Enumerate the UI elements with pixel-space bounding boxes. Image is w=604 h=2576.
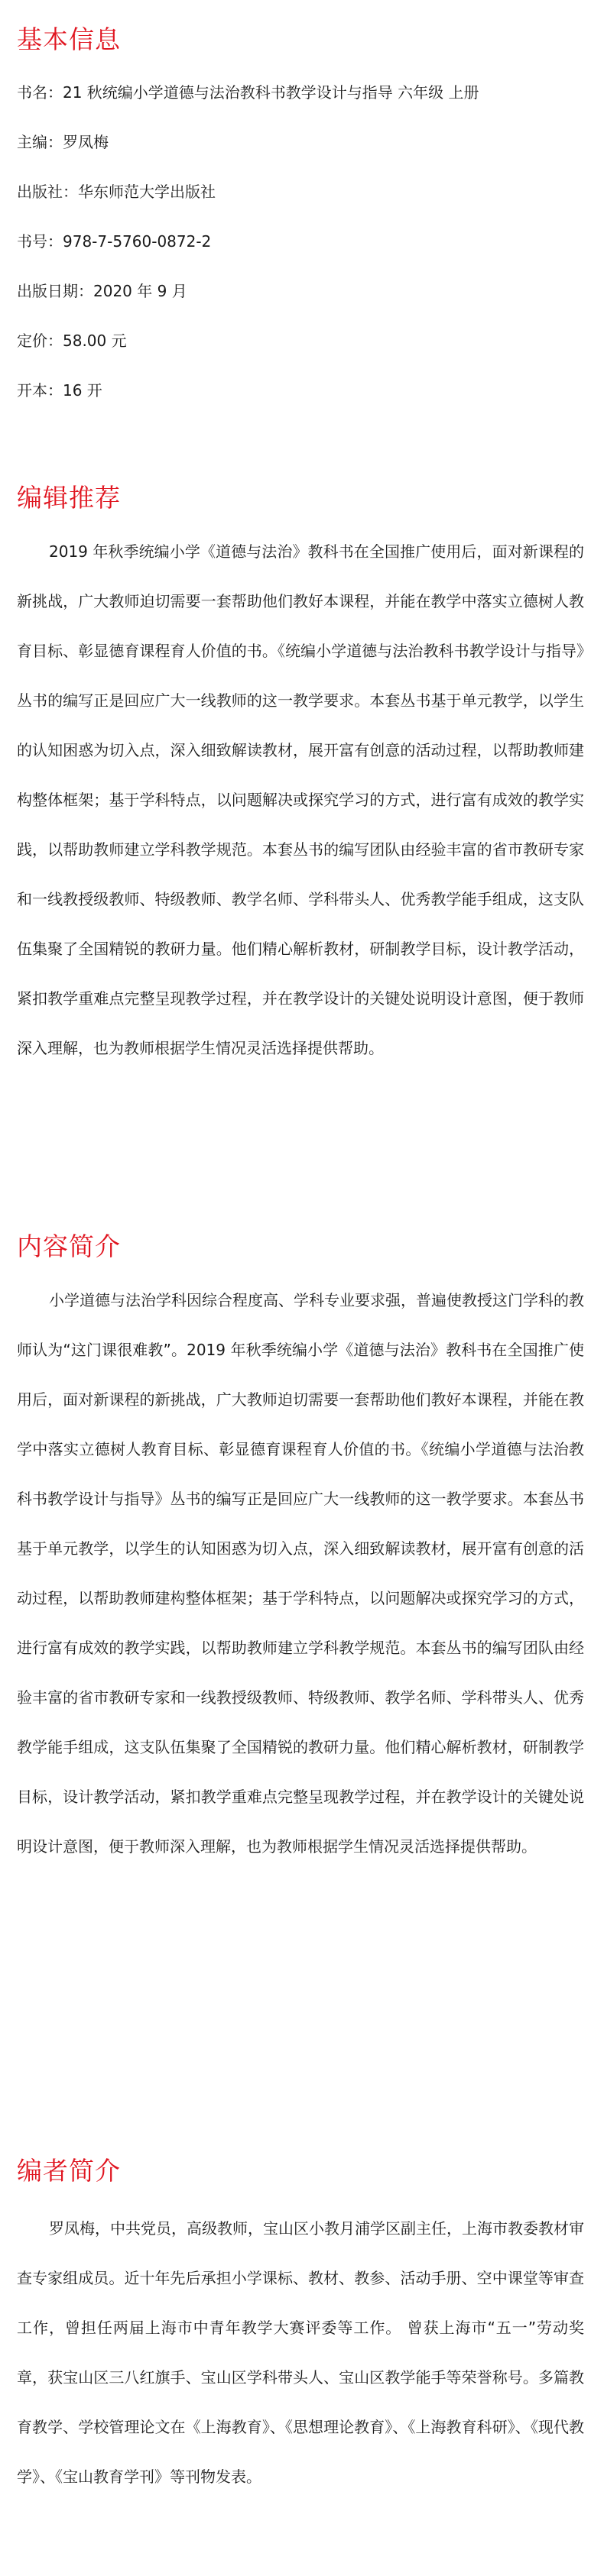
section-title-author-intro: 编者简介 [17, 2156, 121, 2186]
editor-recommendation-text: 2019 年秋季统编小学《道德与法治》教科书在全国推广使用后，面对新课程的新挑战，广大教师迫切需要一套帮助他们教好本课程，并能在教学中落实立德树人教育目标、彰显德育课程育人价值的书。《统编小学道德与法治教科书教学设计与指导》丛书的编写正是回应广大一线教师的这一教学要求。本套丛书基于单元教学，以学生的认知困惑为切入点，深入细致解读教材，展开富有创意的活动过程，以帮助教师建构整体框架；基于学科特点，以问题解决或探究学习的方式，进行富有成效的教学实践，以帮助教师建立学科教学规范。本套丛书的编写团队由经验丰富的省市教研专家和一线教授级教师、特级教师、教学名师、学科带头人、优秀教学能手组成，这支队伍集聚了全国精锐的教研力量。他们精心解析教材，研制教学目标，设计教学活动，紧扣教学重难点完整呈现教学过程，并在教学设计的关键处说明设计意图，便于教师深入理解，也为教师根据学生情况灵活选择提供帮助。 [17, 542, 584, 1057]
info-isbn: 书号：978-7-5760-0872-2 [17, 232, 212, 251]
section-title-editor-recommendation: 编辑推荐 [17, 483, 121, 513]
section-title-basic-info: 基本信息 [17, 24, 121, 54]
info-editor: 主编：罗凤梅 [17, 133, 109, 151]
content-summary-text: 小学道德与法治学科因综合程度高、学科专业要求强，普遍使教授这门学科的教师认为“这门课很难教”。2019 年秋季统编小学《道德与法治》教科书在全国推广使用后，面对新课程的新挑战，广大教师迫切需要一套帮助他们教好本课程，并能在教学中落实立德树人教育目标、彰显德育课程育人价值的书。《统编小学道德与法治教科书教学设计与指导》丛书的编写正是回应广大一线教师的这一教学要求。本套丛书基于单元教学，以学生的认知困惑为切入点，深入细致解读教材，展开富有创意的活动过程，以帮助教师建构整体框架；基于学科特点，以问题解决或探究学习的方式，进行富有成效的教学实践，以帮助教师建立学科教学规范。本套丛书的编写团队由经验丰富的省市教研专家和一线教授级教师、特级教师、教学名师、学科带头人、优秀教学能手组成，这支队伍集聚了全国精锐的教研力量。他们精心解析教材，研制教学目标，设计教学活动，紧扣教学重难点完整呈现教学过程，并在教学设计的关键处说明设计意图，便于教师深入理解，也为教师根据学生情况灵活选择提供帮助。 [17, 1291, 584, 1856]
info-book-name: 书名：21 秋统编小学道德与法治教科书教学设计与指导 六年级 上册 [17, 83, 479, 102]
info-publisher: 出版社：华东师范大学出版社 [17, 183, 216, 201]
author-intro-text: 罗凤梅，中共党员，高级教师，宝山区小教月浦学区副主任，上海市教委教材审查专家组成员。近十年先后承担小学课标、教材、教参、活动手册、空中课堂等审查工作，曾担任两届上海市中青年教学大赛评委等工作。 曾获上海市“五一”劳动奖章，获宝山区三八红旗手、宝山区学科带头人、宝山区教学能手等荣誉称号。多篇教育教学、学校管理论文在《上海教育》、《思想理论教育》、《上海教育科研》、《现代教学》、《宝山教育学刊》等刊物发表。 [17, 2219, 584, 2486]
info-format: 开本：16 开 [17, 381, 102, 400]
section-title-content-summary: 内容简介 [17, 1231, 121, 1261]
info-price: 定价：58.00 元 [17, 332, 127, 350]
info-publish-date: 出版日期：2020 年 9 月 [17, 282, 187, 300]
